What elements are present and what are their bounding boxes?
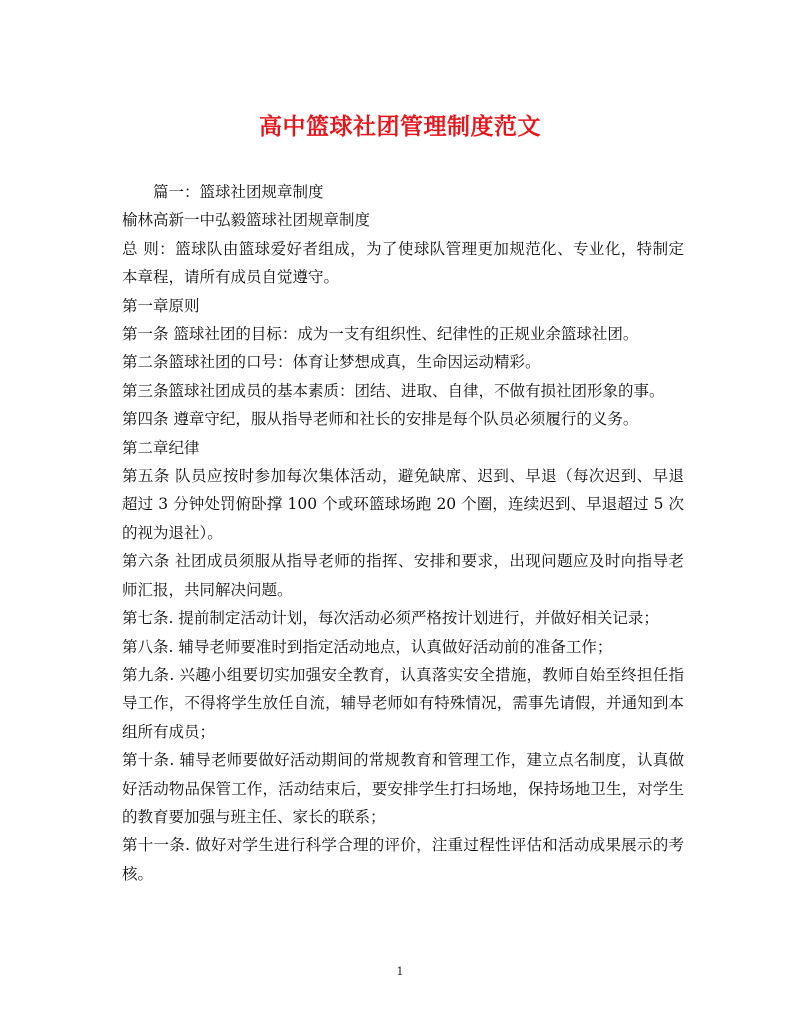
article: 第七条. 提前制定活动计划，每次活动必须严格按计划进行，并做好相关记录； [122, 609, 659, 628]
paragraph: 榆林高新一中弘毅篮球社团规章制度 [122, 211, 371, 230]
article: 第十一条. 做好对学生进行科学合理的评价，注重过程性评估和活动成果展示的考核。 [122, 836, 684, 883]
article: 第一条 篮球社团的目标：成为一支有组织性、纪律性的正规业余篮球社团。 [122, 325, 639, 344]
article: 第五条 队员应按时参加每次集体活动，避免缺席、迟到、早退（每次迟到、早退超过 3 分钟处罚俯卧撑 100 个或环篮球场跑 20 个圈，连续迟到、早退超过 5 次的视为退社）。 [122, 467, 684, 542]
article: 第三条篮球社团成员的基本素质：团结、进取、自律，不做有损社团形象的事。 [122, 381, 665, 400]
article: 第九条. 兴趣小组要切实加强安全教育，认真落实安全措施，教师自始至终担任指导工作，不得将学生放任自流，辅导老师如有特殊情况，需事先请假，并通知到本组所有成员； [122, 665, 684, 741]
page-number: 1 [396, 965, 404, 978]
chapter-heading: 第二章纪律 [122, 438, 200, 457]
article: 第四条 遵章守纪，服从指导老师和社长的安排是每个队员必须履行的义务。 [122, 410, 639, 429]
document-title: 高中篮球社团管理制度范文 [259, 113, 541, 140]
paragraph: 篇一：篮球社团规章制度 [153, 183, 324, 201]
chapter-heading: 第一章原则 [122, 296, 200, 315]
paragraph: 总 则：篮球队由篮球爱好者组成，为了使球队管理更加规范化、专业化，特制定本章程，请所有成员自觉遵守。 [122, 239, 684, 287]
article: 第二条篮球社团的口号：体育让梦想成真，生命因运动精彩。 [122, 353, 541, 372]
article: 第八条. 辅导老师要准时到指定活动地点，认真做好活动前的准备工作； [122, 637, 613, 656]
article: 第六条 社团成员须服从指导老师的指挥、安排和要求，出现问题应及时向指导老师汇报，共同解决问题。 [122, 552, 684, 599]
article: 第十条. 辅导老师要做好活动期间的常规教育和管理工作，建立点名制度，认真做好活动物品保管工作，活动结束后，要安排学生打扫场地，保持场地卫生，对学生的教育要加强与班主任、家长的联系； [122, 751, 684, 826]
document-body [122, 178, 684, 888]
